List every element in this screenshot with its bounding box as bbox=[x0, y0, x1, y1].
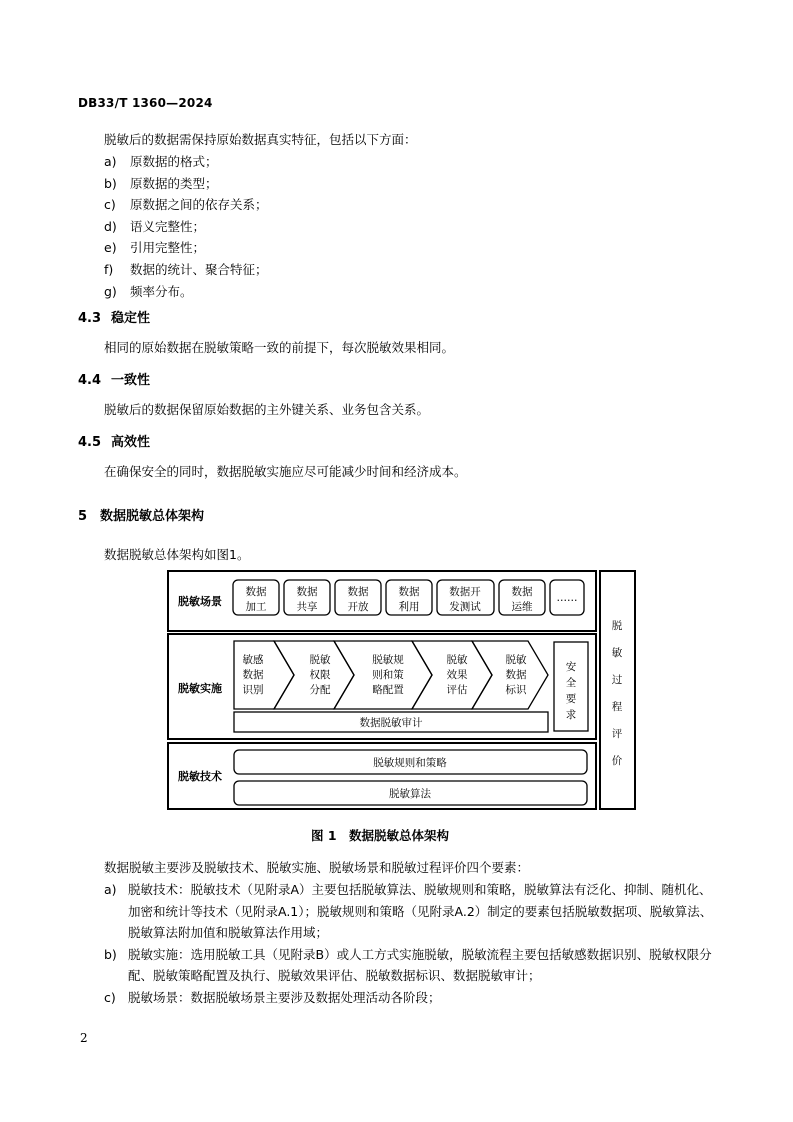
list-item: a) 脱敏技术：脱敏技术（见附录A）主要包括脱敏算法、脱敏规则和策略，脱敏算法有泛化、抑制、随机化、加密和统计等技术（见附录A.1）；脱敏规则和策略（见附录A.2）制定的要素包括脱敏数据项、脱敏算法、脱敏算法附加值和脱敏算法作用域； bbox=[104, 882, 713, 941]
impl-label: 脱敏实施 bbox=[178, 682, 222, 695]
section-5-intro: 数据脱敏总体架构如图1。 bbox=[104, 547, 250, 562]
elements-intro: 数据脱敏主要涉及脱敏技术、脱敏实施、脱敏场景和脱敏过程评价四个要素： bbox=[104, 860, 530, 875]
step-text: 权限 bbox=[309, 669, 331, 681]
security-text: 要 bbox=[565, 693, 577, 705]
list-item: a) 原数据的格式； bbox=[104, 154, 218, 169]
eval-text: 脱 bbox=[611, 620, 623, 632]
list-item: c) 脱敏场景：数据脱敏场景主要涉及数据处理活动各阶段； bbox=[104, 989, 441, 1005]
scene-text: 数据 bbox=[398, 586, 420, 598]
section-4-5-text: 在确保安全的同时，数据脱敏实施应尽可能减少时间和经济成本。 bbox=[104, 464, 467, 479]
page-number: 2 bbox=[80, 1031, 88, 1045]
step-text: 标识 bbox=[505, 684, 527, 696]
feature-list bbox=[104, 151, 268, 302]
step-text: 脱敏规 bbox=[372, 654, 404, 666]
step-text: 略配置 bbox=[372, 684, 404, 696]
audit-text: 数据脱敏审计 bbox=[359, 717, 423, 729]
scene-text: 数据 bbox=[245, 586, 267, 598]
section-heading-4-5: 4.5 高效性 bbox=[78, 435, 151, 450]
scene-text: 开放 bbox=[347, 601, 369, 613]
eval-text: 价 bbox=[611, 755, 623, 767]
list-item: b) 原数据的类型； bbox=[104, 175, 218, 191]
section-heading-5: 5 数据脱敏总体架构 bbox=[78, 509, 205, 524]
scene-text: …… bbox=[556, 592, 578, 604]
step-text: 评估 bbox=[446, 684, 468, 696]
scene-label: 脱敏场景 bbox=[178, 595, 222, 608]
rules-text: 脱敏规则和策略 bbox=[373, 757, 447, 769]
section-4-4-text: 脱敏后的数据保留原始数据的主外键关系、业务包含关系。 bbox=[104, 402, 430, 417]
section-4-3-text: 相同的原始数据在脱敏策略一致的前提下，每次脱敏效果相同。 bbox=[104, 340, 455, 355]
figure-caption: 图 1 数据脱敏总体架构 bbox=[311, 828, 450, 843]
list-item: f) 数据的统计、聚合特征； bbox=[104, 261, 268, 277]
step-text: 数据 bbox=[505, 669, 527, 681]
list-item: d) 语义完整性； bbox=[104, 218, 206, 234]
eval-text: 过 bbox=[611, 674, 623, 686]
list-item: b) 脱敏实施：选用脱敏工具（见附录B）或人工方式实施脱敏，脱敏流程主要包括敏感数据识别、脱敏权限分配、脱敏策略配置及执行、脱敏效果评估、脱敏数据标识、数据脱敏审计； bbox=[104, 946, 712, 984]
scene-text: 加工 bbox=[245, 601, 267, 613]
scene-text: 运维 bbox=[511, 601, 533, 613]
tech-row-frame bbox=[168, 743, 596, 809]
section-heading-4-3: 4.3 稳定性 bbox=[78, 311, 151, 326]
document-header: DB33/T 1360—2024 bbox=[78, 96, 213, 110]
scene-text: 共享 bbox=[296, 601, 318, 613]
step-text: 敏感 bbox=[242, 654, 264, 666]
eval-text: 程 bbox=[611, 701, 623, 713]
algo-text: 脱敏算法 bbox=[389, 788, 431, 800]
list-item: e) 引用完整性； bbox=[104, 240, 206, 256]
tech-label: 脱敏技术 bbox=[178, 770, 222, 783]
step-text: 脱敏 bbox=[505, 654, 527, 666]
eval-text: 评 bbox=[611, 728, 623, 740]
step-text: 分配 bbox=[309, 684, 331, 696]
step-text: 数据 bbox=[242, 669, 264, 681]
scene-text: 数据 bbox=[511, 586, 533, 598]
scene-text: 发测试 bbox=[449, 601, 481, 613]
eval-column-frame bbox=[600, 571, 635, 809]
eval-text: 敏 bbox=[611, 647, 623, 659]
security-text: 安 bbox=[565, 661, 577, 673]
list-item: c) 原数据之间的依存关系； bbox=[104, 197, 268, 213]
intro-paragraph: 脱敏后的数据需保持原始数据真实特征，包括以下方面： bbox=[104, 132, 417, 147]
step-text: 脱敏 bbox=[446, 654, 468, 666]
scene-text: 数据 bbox=[296, 586, 318, 598]
step-text: 则和策 bbox=[372, 669, 404, 681]
architecture-diagram bbox=[160, 566, 640, 816]
section-heading-4-4: 4.4 一致性 bbox=[78, 373, 151, 388]
scene-text: 数据 bbox=[347, 586, 369, 598]
step-text: 识别 bbox=[242, 684, 264, 696]
scene-text: 利用 bbox=[398, 601, 420, 613]
security-text: 全 bbox=[565, 677, 577, 689]
step-text: 脱敏 bbox=[309, 654, 331, 666]
elements-list bbox=[104, 879, 714, 1009]
list-item: g) 频率分布。 bbox=[104, 283, 193, 299]
step-text: 效果 bbox=[446, 669, 468, 681]
scene-text: 数据开 bbox=[449, 586, 481, 598]
security-text: 求 bbox=[565, 709, 577, 721]
